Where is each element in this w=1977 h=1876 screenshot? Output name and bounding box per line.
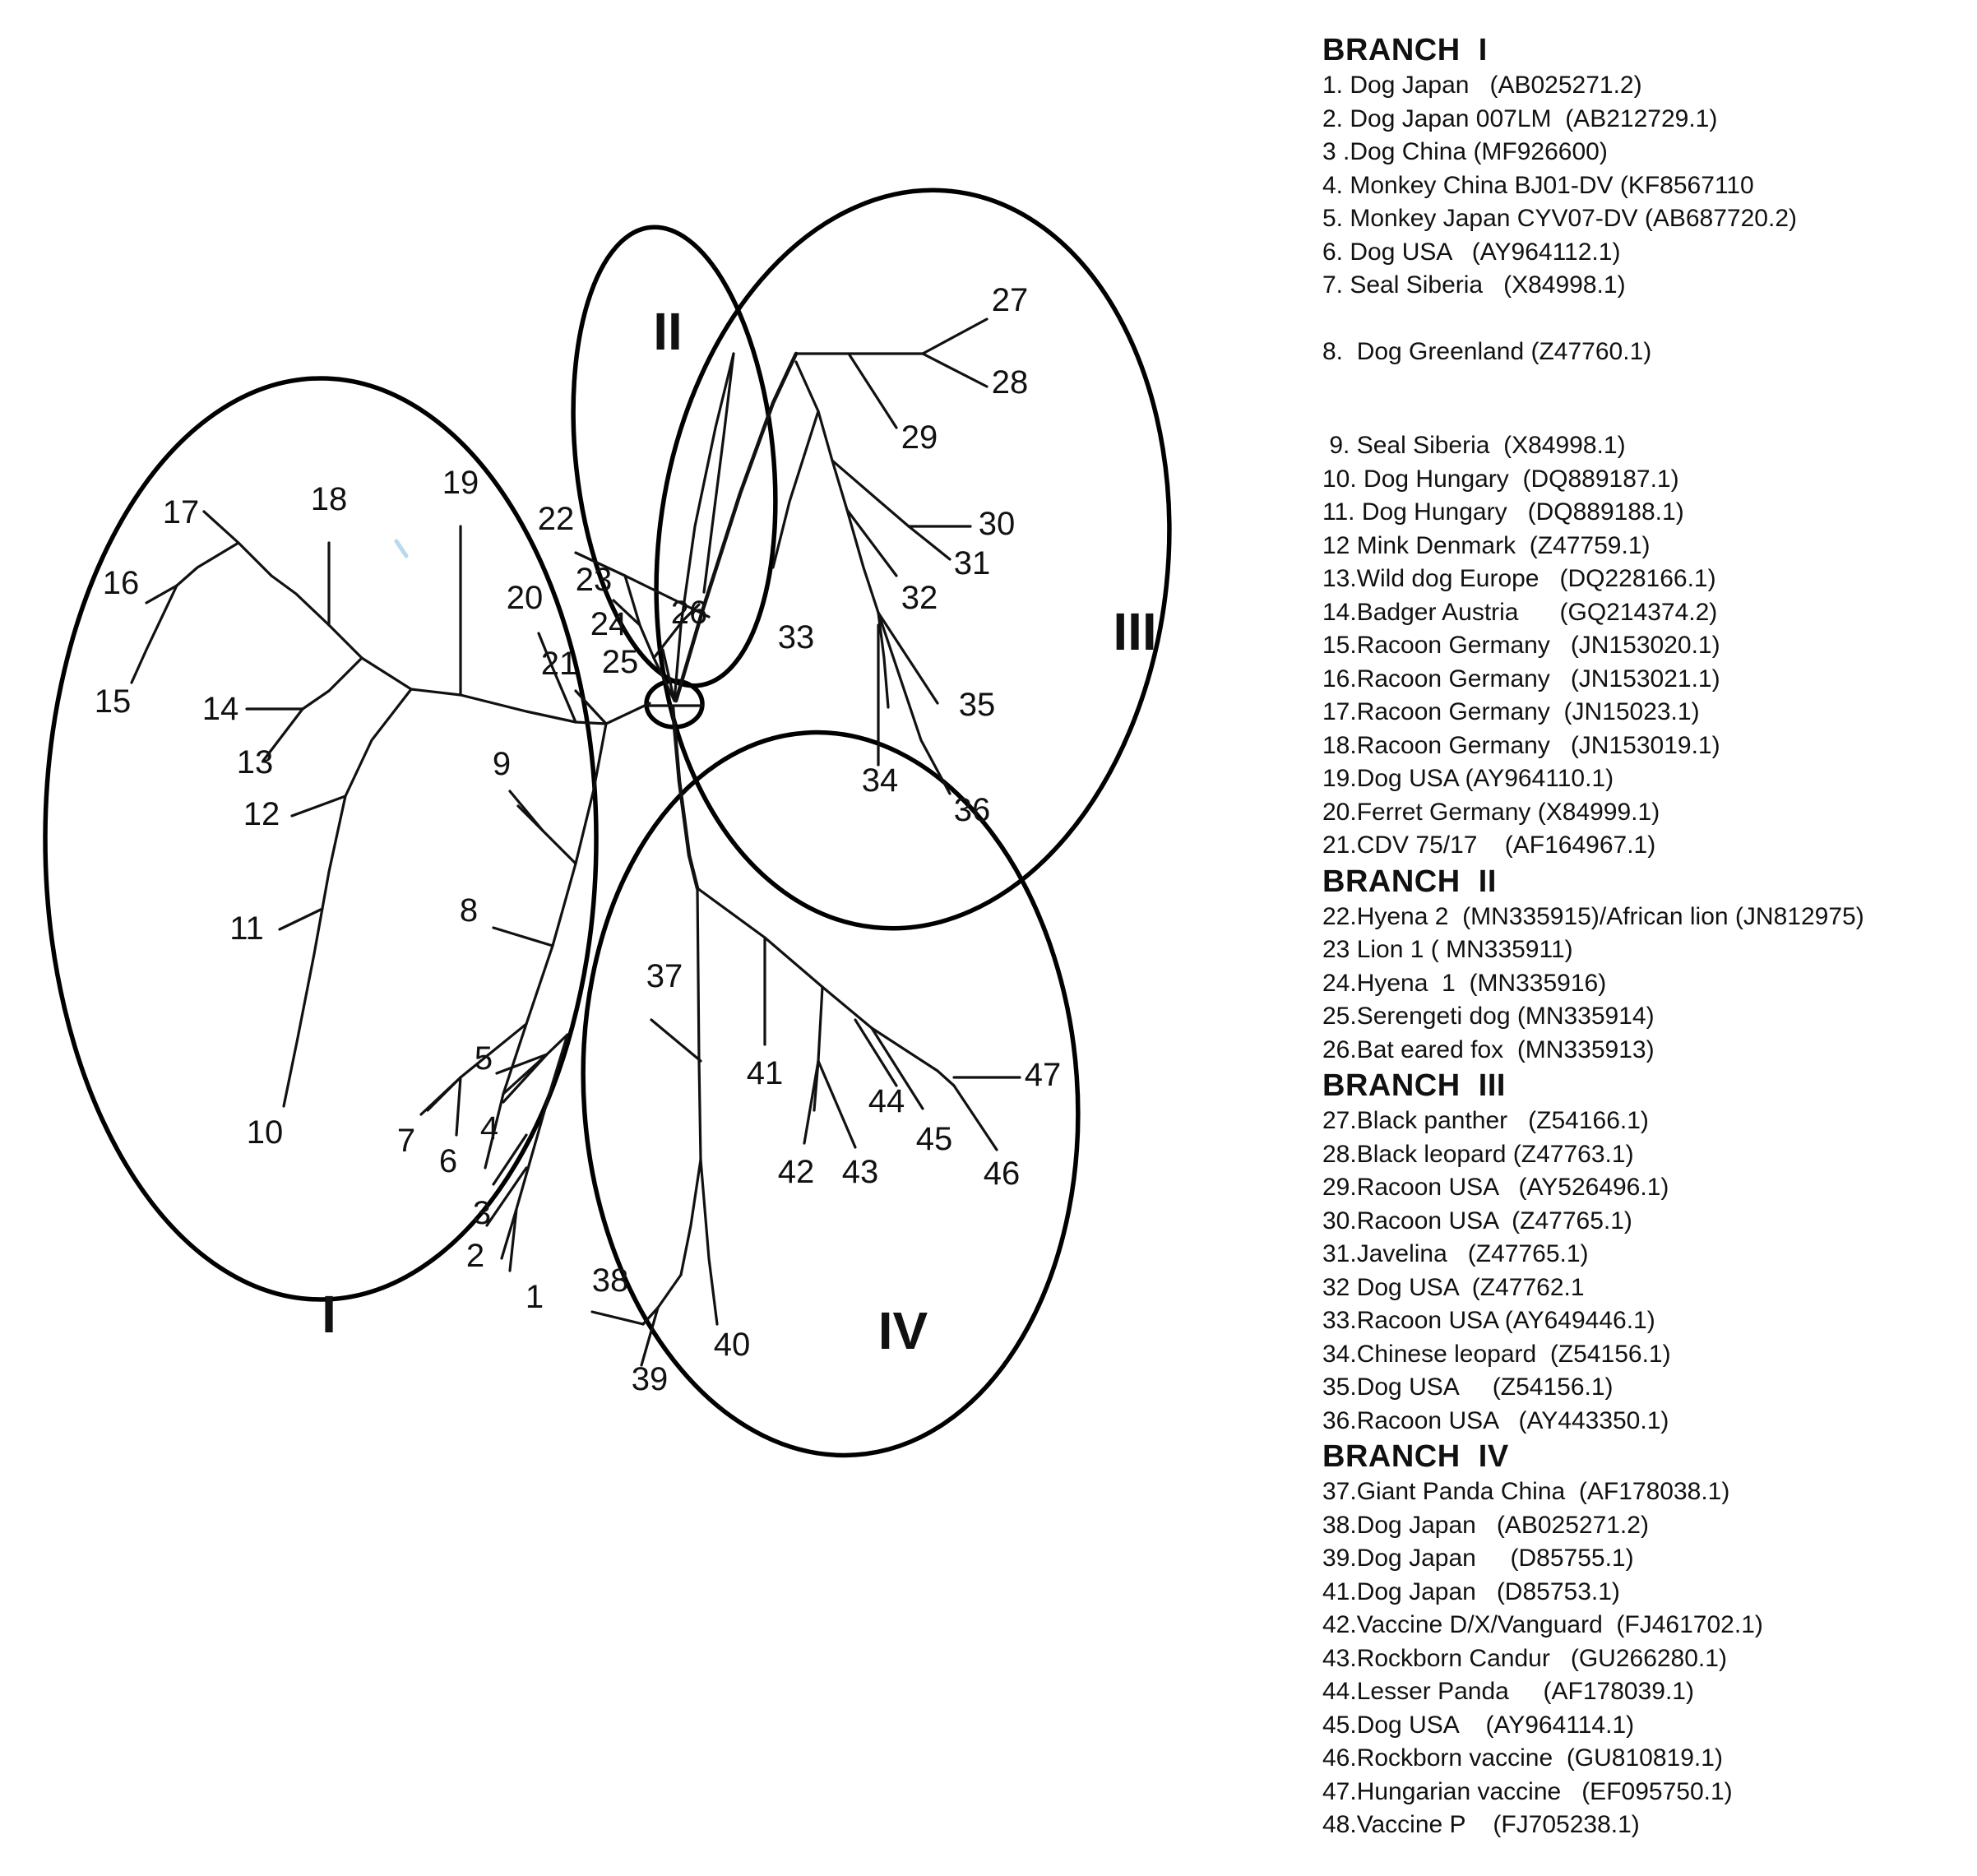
legend-item: 23 Lion 1 ( MN335911) [1322,936,1573,963]
legend-branch-IV [1322,1438,1972,1842]
legend-item: 2. Dog Japan 007LM (AB212729.1) [1322,104,1718,132]
tip-label-19: 19 [442,465,479,501]
legend-item: 16.Racoon Germany (JN153021.1) [1322,665,1720,692]
tip-label-44: 44 [868,1083,905,1119]
legend-item: 5. Monkey Japan CYV07-DV (AB687720.2) [1322,205,1797,232]
node-13-14 [303,658,362,709]
branch-heading-III: BRANCH III [1322,1068,1506,1103]
tip-label-26: 26 [670,595,708,631]
tip-label-21: 21 [540,646,578,682]
node-9 [518,806,576,864]
tip-label-12: 12 [243,796,280,832]
tip-line-21 [576,691,606,724]
branch-ellipse-IV [559,716,1102,1472]
legend-branch-III [1322,1067,1972,1438]
legend-gap [1322,368,1972,401]
tip-label-43: 43 [841,1154,879,1190]
legend-item: 24.Hyena 1 (MN335916) [1322,969,1607,997]
tip-line-12 [292,796,345,816]
legend-item: 17.Racoon Germany (JN15023.1) [1322,698,1700,725]
branch-heading-I: BRANCH I [1322,33,1488,67]
tip-label-24: 24 [590,606,627,642]
legend-gap [1322,401,1972,429]
legend-item: 45.Dog USA (AY964114.1) [1322,1711,1635,1739]
node-IV-fan [697,888,872,1028]
legend-item: 37.Giant Panda China (AF178038.1) [1322,1478,1730,1505]
tip-label-45: 45 [915,1121,953,1157]
legend-item: 41.Dog Japan (D85753.1) [1322,1577,1620,1605]
tip-label-4: 4 [479,1110,499,1146]
tip-label-8: 8 [459,892,479,929]
tip-label-41: 41 [746,1055,784,1091]
tip-label-46: 46 [983,1156,1021,1192]
tip-label-30: 30 [978,506,1016,542]
legend-item: 38.Dog Japan (AB025271.2) [1322,1511,1649,1539]
tip-line-27 [923,319,987,354]
tip-line-9 [510,791,543,831]
legend-item: 1. Dog Japan (AB025271.2) [1322,72,1642,99]
spine-38-40 [681,1160,701,1275]
tip-label-20: 20 [506,580,544,616]
tip-line-33 [773,411,818,567]
tip-line-11 [280,909,322,929]
legend-item: 34.Chinese leopard (Z54156.1) [1322,1340,1671,1368]
group-label-II: II [653,302,683,361]
legend-item: 27.Black panther (Z54166.1) [1322,1107,1649,1134]
spine-12-10 [284,689,411,1106]
sequence-legend [1322,31,1972,1842]
legend-item: 19.Dog USA (AY964110.1) [1322,765,1614,792]
legend-item: 48.Vaccine P (FJ705238.1) [1322,1811,1640,1838]
tip-label-3: 3 [472,1195,492,1231]
tip-line-46 [954,1086,997,1150]
tip-label-28: 28 [991,364,1029,401]
tip-label-1: 1 [525,1279,544,1315]
legend-item: 25.Serengeti dog (MN335914) [1322,1003,1655,1030]
tip-label-27: 27 [991,282,1029,318]
tip-label-13: 13 [236,744,274,781]
tip-line-37-leader [651,1020,701,1061]
legend-item: 4. Monkey China BJ01-DV (KF8567110 [1322,171,1754,199]
tip-label-47: 47 [1024,1057,1062,1093]
tip-line-38 [592,1312,643,1324]
legend-item: 28.Black leopard (Z47763.1) [1322,1140,1634,1168]
legend-item: 35.Dog USA (Z54156.1) [1322,1373,1614,1401]
legend-item: 32 Dog USA (Z47762.1 [1322,1273,1585,1301]
legend-item: 29.Racoon USA (AY526496.1) [1322,1174,1669,1201]
tip-label-34: 34 [861,762,899,799]
spine-30-36 [796,362,878,613]
tip-label-42: 42 [777,1154,815,1190]
legend-item: 36.Racoon USA (AY443350.1) [1322,1406,1669,1434]
branch-heading-IV: BRANCH IV [1322,1439,1509,1474]
tip-line-28 [923,354,987,387]
legend-item: 42.Vaccine D/X/Vanguard (FJ461702.1) [1322,1611,1763,1638]
tip-label-5: 5 [474,1040,493,1077]
legend-item: 30.Racoon USA (Z47765.1) [1322,1207,1632,1234]
legend-item: 18.Racoon Germany (JN153019.1) [1322,731,1720,759]
tip-line-6 [456,1077,461,1135]
node-42-43 [814,987,822,1110]
legend-item: 33.Racoon USA (AY649446.1) [1322,1307,1655,1334]
tip-label-25: 25 [601,644,639,680]
legend-item: 11. Dog Hungary (DQ889188.1) [1322,498,1684,526]
legend-item: 20.Ferret Germany (X84999.1) [1322,798,1660,826]
legend-item: 6. Dog USA (AY964112.1) [1322,238,1621,266]
legend-item: 47.Hungarian vaccine (EF095750.1) [1322,1777,1733,1805]
tip-label-35: 35 [958,687,996,723]
branch-I-backbone [411,689,650,724]
tip-label-22: 22 [537,501,575,537]
legend-item: 46.Rockborn vaccine (GU810819.1) [1322,1744,1723,1772]
tip-line-7 [421,1077,461,1114]
legend-item: 44.Lesser Panda (AF178039.1) [1322,1678,1694,1705]
tip-line-42 [804,1061,818,1143]
tip-label-18: 18 [310,481,348,517]
legend-item: 26.Bat eared fox (MN335913) [1322,1035,1655,1063]
legend-item: 21.CDV 75/17 (AF164967.1) [1322,831,1656,859]
tip-label-9: 9 [492,746,512,782]
legend-item: 10. Dog Hungary (DQ889187.1) [1322,465,1679,493]
group-label-IV: IV [877,1301,928,1360]
legend-branch-I [1322,31,1972,863]
tip-label-23: 23 [575,562,613,598]
tip-line-32 [847,510,896,576]
tip-line-29 [849,354,896,428]
legend-item: 39.Dog Japan (D85755.1) [1322,1545,1634,1572]
branch-II-backbone [674,354,734,701]
tip-label-15: 15 [94,683,132,720]
legend-item: 8. Dog Greenland (Z47760.1) [1322,337,1652,365]
node-30-31 [832,461,909,526]
tip-label-38: 38 [591,1262,629,1299]
tip-label-7: 7 [396,1123,416,1159]
scan-artifact [396,541,406,556]
legend-item: 14.Badger Austria (GQ214374.2) [1322,598,1718,626]
tip-line-40 [701,1160,717,1324]
tip-label-31: 31 [953,545,991,581]
legend-branch-II [1322,863,1972,1068]
legend-gap [1322,303,1972,336]
legend-item: 31.Javelina (Z47765.1) [1322,1240,1589,1267]
tip-line-37 [697,888,701,1160]
legend-item: 3 .Dog China (MF926600) [1322,138,1608,165]
branch-I-spine-upper [271,576,411,689]
tip-label-36: 36 [953,792,991,828]
tip-label-2: 2 [465,1238,485,1274]
tip-label-17: 17 [162,494,200,530]
tip-label-37: 37 [646,958,683,994]
branch-heading-II: BRANCH II [1322,864,1497,899]
node-16-17 [177,543,238,586]
tip-label-16: 16 [102,565,140,601]
tip-label-11: 11 [229,910,264,947]
node-38-39 [643,1275,681,1324]
tip-label-33: 33 [777,619,815,655]
tip-line-8 [493,928,553,946]
legend-item: 15.Racoon Germany (JN153020.1) [1322,632,1720,659]
tip-line-43 [818,1061,855,1147]
legend-item: 43.Rockborn Candur (GU266280.1) [1322,1644,1727,1672]
tip-label-32: 32 [901,580,938,616]
tip-label-40: 40 [713,1327,751,1363]
tip-label-6: 6 [438,1143,458,1179]
legend-item: 12 Mink Denmark (Z47759.1) [1322,531,1651,559]
tip-line-31 [909,526,950,559]
legend-item: 13.Wild dog Europe (DQ228166.1) [1322,565,1716,592]
group-label-III: III [1113,602,1157,661]
tip-label-29: 29 [901,419,938,456]
node-46-47 [872,1028,954,1086]
group-label-I: I [322,1285,336,1344]
legend-item: 22.Hyena 2 (MN335915)/African lion (JN812975) [1322,902,1864,930]
legend-item: 7. Seal Siberia (X84998.1) [1322,271,1626,299]
tip-label-14: 14 [201,691,239,727]
tip-label-39: 39 [631,1361,669,1397]
tip-label-10: 10 [246,1114,284,1151]
legend-item: 9. Seal Siberia (X84998.1) [1322,432,1626,459]
